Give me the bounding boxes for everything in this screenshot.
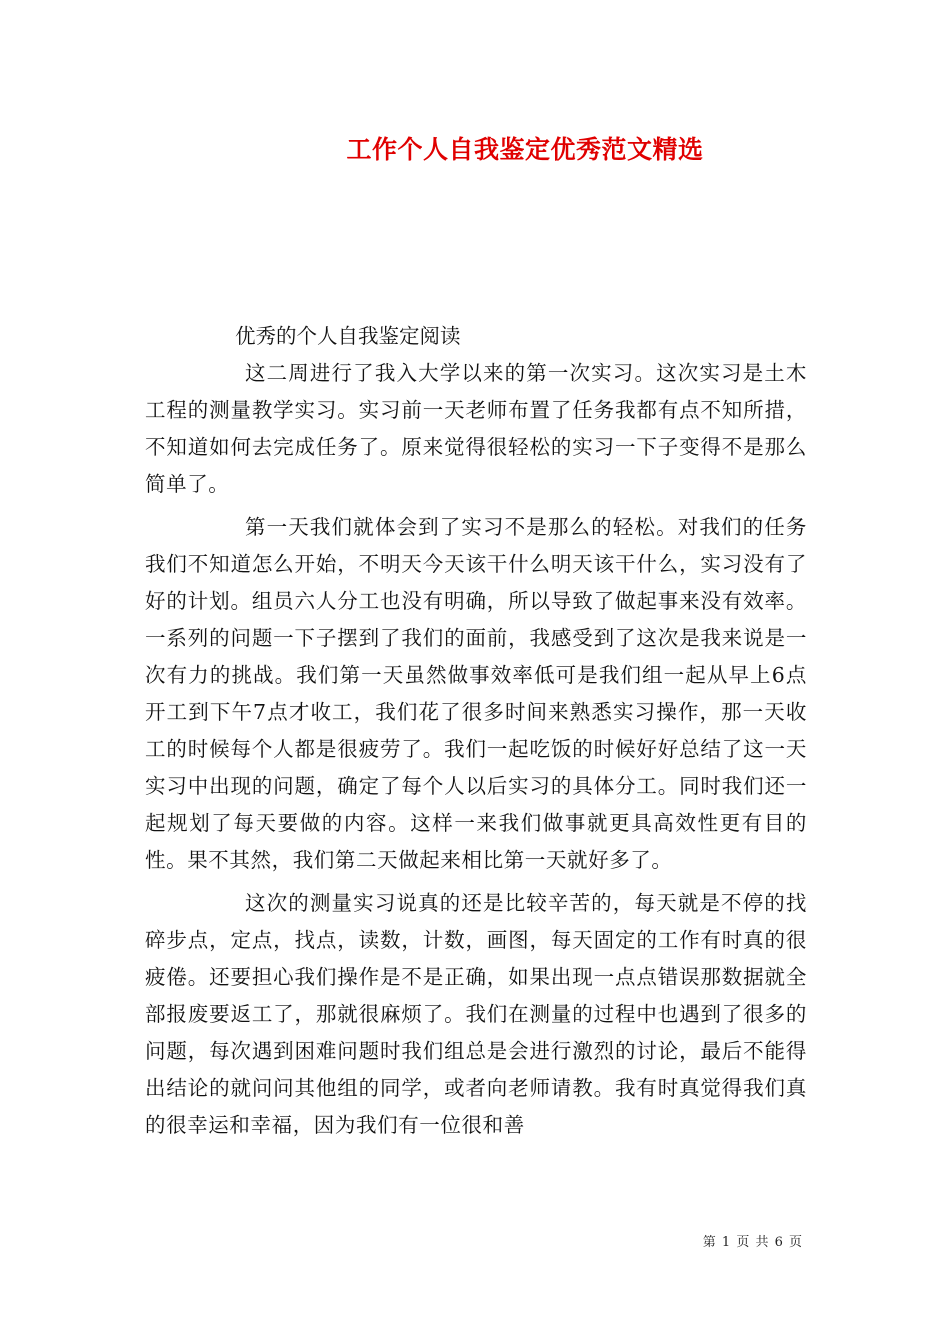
paragraph: 这次的测量实习说真的还是比较辛苦的，每天就是不停的找碎步点，定点，找点，读数，计数，画图，每天固定的工作有时真的很疲倦。还要担心我们操作是不是正确，如果出现一点点错误那数据就全部报废要返工了，那就很麻烦了。我们在测量的过程中也遇到了很多的问题，每次遇到困难问题时我们组总是会进行激烈的讨论，最后不能得出结论的就问问其他组的同学，或者向老师请教。我有时真觉得我们真的很幸运和幸福，因为我们有一位很和善 xyxy=(145,891,807,1137)
paragraph: 这二周进行了我入大学以来的第一次实习。这次实习是土木工程的测量教学实习。实习前一天老师布置了任务我都有点不知所措，不知道如何去完成任务了。原来觉得很轻松的实习一下子变得不是那么简单了。 xyxy=(145,361,807,496)
paragraph: 第一天我们就体会到了实习不是那么的轻松。对我们的任务我们不知道怎么开始，不明天今天该干什么明天该干什么，实习没有了好的计划。组员六人分工也没有明确，所以导致了做起事来没有效率。一系列的问题一下子摆到了我们的面前，我感受到了这次是我来说是一次有力的挑战。我们第一天虽然做事效率低可是我们组一起从早上6点开工到下午7点才收工，我们花了很多时间来熟悉实习操作，那一天收工的时候每个人都是很疲劳了。我们一起吃饭的时候好好总结了这一天实习中出现的问题，确定了每个人以后实习的具体分工。同时我们还一起规划了每天要做的内容。这样一来我们做事就更具高效性更有目的性。果不其然，我们第二天做起来相比第一天就好多了。 xyxy=(145,515,807,872)
document-title: 工作个人自我鉴定优秀范文精选 xyxy=(346,135,704,164)
page-number-footer: 第 1 页 共 6 页 xyxy=(702,1235,802,1250)
subheading: 优秀的个人自我鉴定阅读 xyxy=(235,324,461,348)
document-body xyxy=(145,318,807,1150)
